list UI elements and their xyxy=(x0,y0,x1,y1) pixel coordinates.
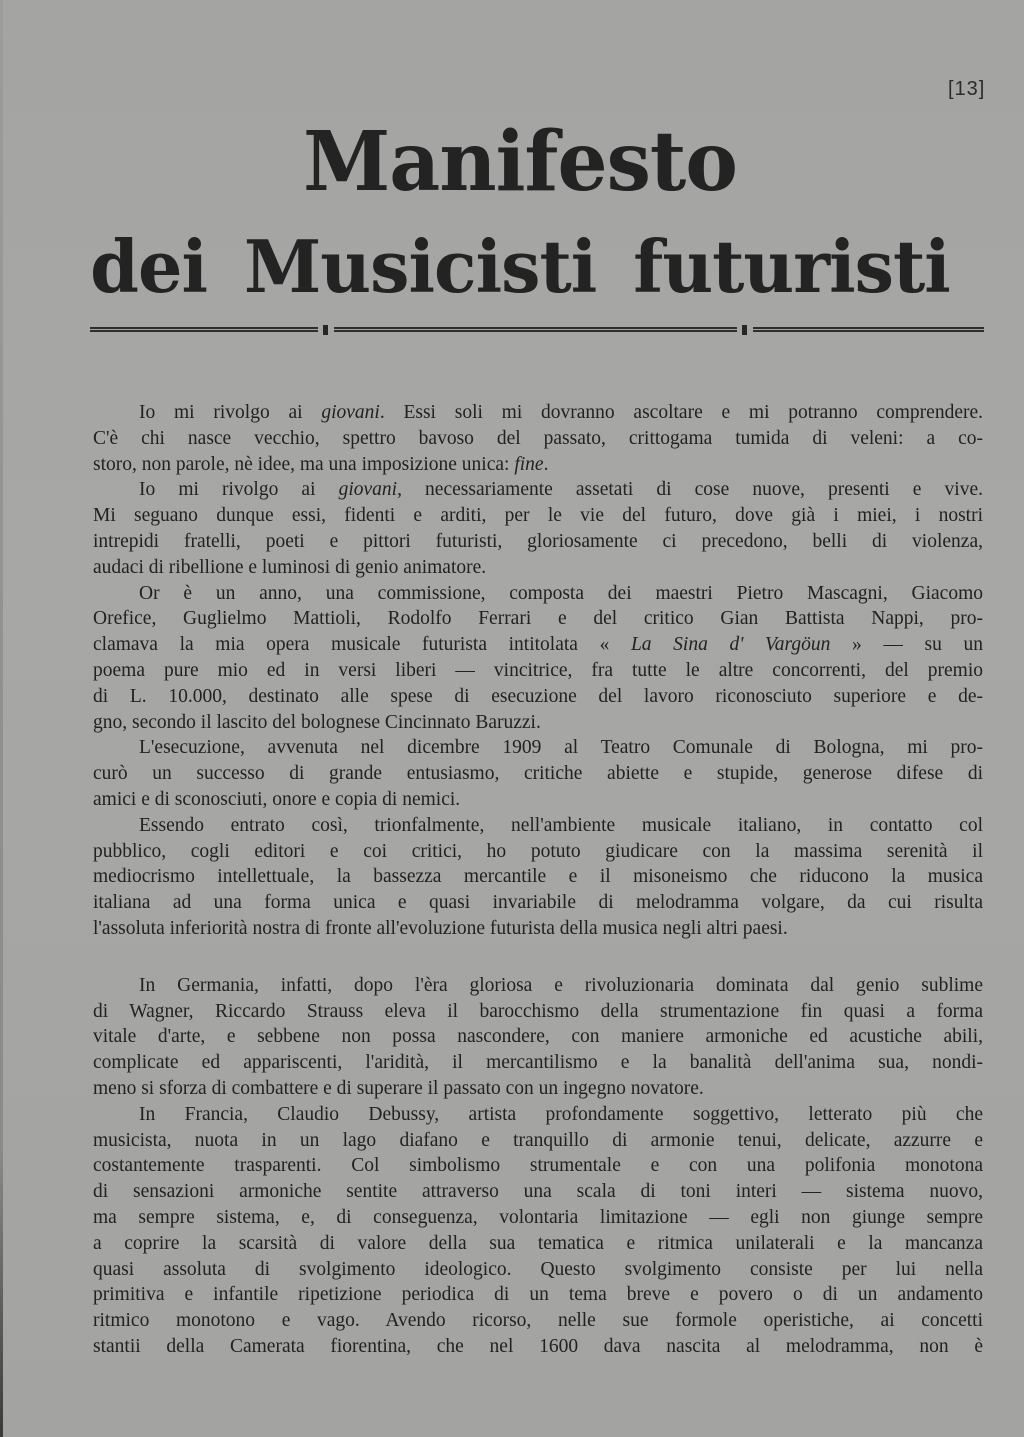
text-line: costantemente trasparenti. Col simbolismo strumentale e con una polifonia monotona xyxy=(93,1155,983,1177)
text-line: a coprire la scarsità di valore della sua tematica e ritmica unilaterali e la mancanza xyxy=(93,1232,983,1254)
text-line: In Francia, Claudio Debussy, artista profondamente soggettivo, letterato più che xyxy=(139,1103,983,1125)
page-edge-shadow xyxy=(0,0,3,1437)
text-line: In Germania, infatti, dopo l'èra gloriosa e rivoluzionaria dominata dal genio sublime xyxy=(139,974,983,996)
text-line: L'esecuzione, avvenuta nel dicembre 1909 al Teatro Comunale di Bologna, mi pro- xyxy=(139,737,983,759)
text-line: di sensazioni armoniche sentite attraverso una scala di toni interi — sistema nuovo, xyxy=(93,1181,983,1203)
text-line: Io mi rivolgo ai giovani. Essi soli mi dovranno ascoltare e mi potranno comprendere. xyxy=(139,402,983,423)
text-line: Io mi rivolgo ai giovani, necessariamente assetati di cose nuove, presenti e vive. xyxy=(139,479,983,501)
text-line: ritmico monotono e vago. Avendo ricorso, nelle sue formole operistiche, ai concetti xyxy=(93,1310,983,1332)
title-line-1: Manifesto xyxy=(303,114,737,210)
paragraph-4 xyxy=(93,735,983,812)
text-line: stantii della Camerata fiorentina, che nel 1600 dava nascita al melodramma, non è xyxy=(93,1335,983,1357)
italic-emphasis: giovani, xyxy=(338,479,402,501)
text-line: Essendo entrato così, trionfalmente, nell'ambiente musicale italiano, in contatto col xyxy=(139,814,983,836)
text-line: l'assoluta inferiorità nostra di fronte all'evoluzione futurista della musica negli altri paesi. xyxy=(93,917,788,939)
text-line: pubblico, cogli editori e coi critici, ho potuto giudicare con la massima serenità il xyxy=(93,840,983,862)
text-line: mediocrismo intellettuale, la bassezza mercantile e il misoneismo che riducono la musica xyxy=(93,866,983,888)
text-line: Or è un anno, una commissione, composta dei maestri Pietro Mascagni, Giacomo xyxy=(139,582,983,604)
text-line: poema pure mio ed in versi liberi — vincitrice, fra tutte le altre concorrenti, del premio xyxy=(93,659,983,681)
rule-segment-right xyxy=(753,327,984,332)
text-line: storo, non parole, nè idee, ma una imposizione unica: fine. xyxy=(93,453,549,475)
text-line: ma sempre sistema, e, di conseguenza, volontaria limitazione — egli non giunge sempre xyxy=(93,1206,983,1228)
title-ornamental-rule xyxy=(90,323,984,337)
text-line: gno, secondo il lascito del bolognese Cincinnato Baruzzi. xyxy=(93,711,541,733)
rule-divider-square-2 xyxy=(742,325,747,335)
italic-emphasis: fine xyxy=(514,453,544,475)
text-line: quasi assoluta di svolgimento ideologico. Questo svolgimento consiste per lui nella xyxy=(93,1258,983,1280)
text-line: C'è chi nasce vecchio, spettro bavoso del passato, crittogama tumida di veleni: a co- xyxy=(93,427,983,449)
text-line: italiana ad una forma unica e quasi invariabile di melodramma volgare, da cui risulta xyxy=(93,892,983,914)
paragraph-6 xyxy=(93,973,983,1102)
italic-emphasis: giovani xyxy=(321,402,380,423)
text-line: Mi seguano dunque essi, fidenti e arditi, per le vie del futuro, dove già i miei, i nostri xyxy=(93,505,983,527)
text-line: audaci di ribellione e luminosi di genio animatore. xyxy=(93,556,487,578)
paragraph-3 xyxy=(93,581,983,736)
text-line: musicista, nuota in un lago diafano e tranquillo di armonie tenui, delicate, azzurre e xyxy=(93,1129,983,1151)
text-line: curò un successo di grande entusiasmo, critiche abiette e stupide, generose difese di xyxy=(93,763,983,785)
title-line-2: dei Musicisti futuristi xyxy=(90,224,950,309)
rule-divider-square-1 xyxy=(323,325,328,335)
text-line: Orefice, Guglielmo Mattioli, Rodolfo Ferrari e del critico Gian Battista Nappi, pro- xyxy=(93,608,983,630)
text-line: clamava la mia opera musicale futurista intitolata « La Sina d' Vargöun » — su un xyxy=(93,634,983,656)
page-number: [13] xyxy=(948,78,986,100)
paragraph-7 xyxy=(93,1102,983,1360)
text-line: primitiva e infantile ripetizione periodica di un tema breve e povero o di un andamento xyxy=(93,1284,983,1306)
text-line: complicate ed appariscenti, l'aridità, il mercantilismo e la banalità dell'anima sua, nondi- xyxy=(93,1052,983,1074)
paragraph-2 xyxy=(93,477,983,580)
italic-emphasis: La Sina d' Vargöun xyxy=(630,634,831,656)
rule-segment-left xyxy=(90,327,318,332)
manifesto-body xyxy=(93,400,983,1360)
text-line: intrepidi fratelli, poeti e pittori futuristi, gloriosamente ci precedono, belli di violenza, xyxy=(93,530,983,552)
paragraph-1 xyxy=(93,400,983,477)
text-line: vitale d'arte, e sebbene non possa nascondere, con maniere armoniche ed acustiche abili, xyxy=(93,1026,983,1048)
text-line: meno si sforza di combattere e di superare il passato con un ingegno novatore. xyxy=(93,1077,704,1099)
paragraph-5 xyxy=(93,813,983,942)
text-line: di L. 10.000, destinato alle spese di esecuzione del lavoro riconosciuto superiore e de- xyxy=(93,685,983,707)
rule-segment-middle xyxy=(334,327,737,332)
text-line: di Wagner, Riccardo Strauss eleva il barocchismo della strumentazione fin quasi a forma xyxy=(93,1000,983,1022)
text-line: amici e di sconosciuti, onore e copia di nemici. xyxy=(93,788,461,810)
section-break xyxy=(93,942,983,973)
